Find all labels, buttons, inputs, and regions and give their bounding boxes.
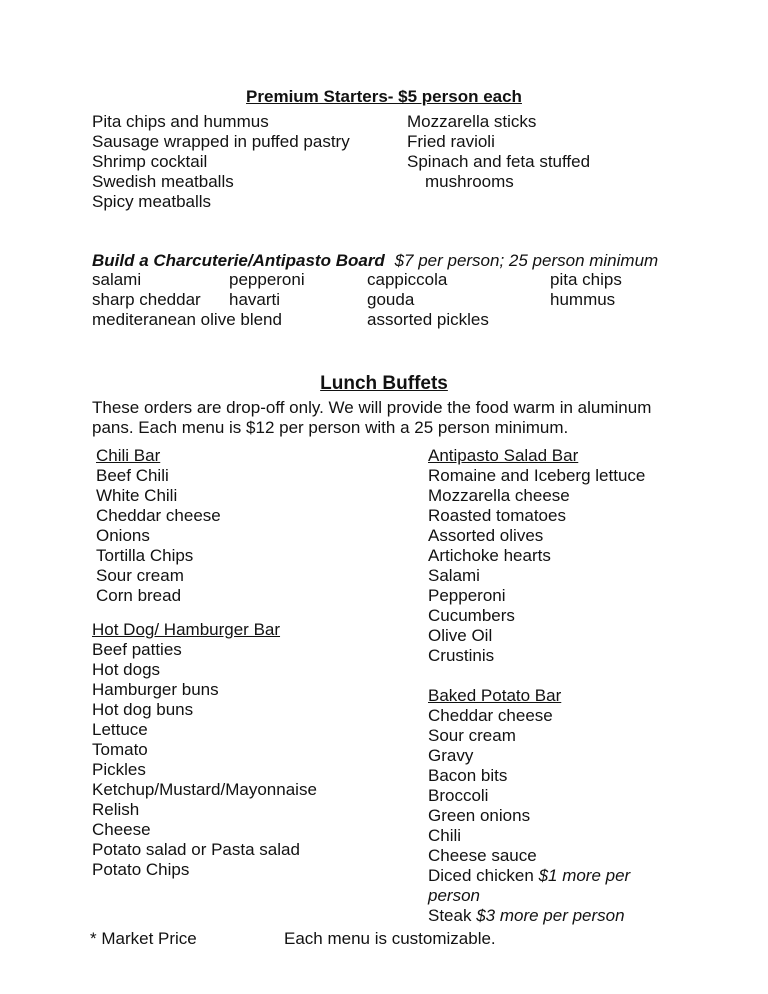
menu-item: Sausage wrapped in puffed pastry bbox=[92, 132, 350, 151]
baked-potato-bar-section bbox=[428, 686, 713, 926]
hot-dog-hamburger-bar-item: Pickles bbox=[92, 760, 146, 779]
charcuterie-option: assorted pickles bbox=[367, 310, 489, 329]
antipasto-salad-bar-item: Roasted tomatoes bbox=[428, 506, 566, 525]
hot-dog-hamburger-bar-item: Lettuce bbox=[92, 720, 148, 739]
chili-bar-item: Beef Chili bbox=[96, 466, 169, 485]
baked-potato-bar-item bbox=[428, 866, 713, 886]
charcuterie-option bbox=[550, 310, 680, 330]
menu-item-text: mediteranean olive blend bbox=[92, 310, 282, 329]
antipasto-salad-bar-item: Mozzarella cheese bbox=[428, 486, 570, 505]
premium-starters-left-column bbox=[92, 112, 404, 212]
baked-potato-bar-item bbox=[428, 906, 713, 926]
chili-bar-heading: Chili Bar bbox=[96, 446, 161, 465]
menu-item: Spinach and feta stuffed bbox=[407, 152, 591, 171]
customizable-note: Each menu is customizable. bbox=[284, 929, 496, 948]
charcuterie-option: sharp cheddar bbox=[92, 290, 201, 309]
antipasto-salad-bar-item: Artichoke hearts bbox=[428, 546, 551, 565]
lunch-buffets-title: Lunch Buffets bbox=[320, 373, 448, 394]
menu-item: Pita chips and hummus bbox=[92, 112, 269, 131]
menu-item-price-note: $1 more per bbox=[538, 866, 631, 885]
menu-item-text: Steak bbox=[428, 906, 477, 925]
chili-bar-item: White Chili bbox=[96, 486, 178, 505]
menu-item: Mozzarella sticks bbox=[407, 112, 537, 131]
chili-bar-item: Sour cream bbox=[96, 566, 184, 585]
baked-potato-bar-item: Cheese sauce bbox=[428, 846, 537, 865]
menu-item: pans. Each menu is $12 per person with a 25 person minimum. bbox=[92, 418, 569, 437]
menu-item-price-note: person bbox=[428, 886, 480, 905]
hot-dog-hamburger-bar-section bbox=[92, 620, 422, 880]
hot-dog-hamburger-bar-item: Hamburger buns bbox=[92, 680, 219, 699]
hot-dog-hamburger-bar-item: Hot dogs bbox=[92, 660, 161, 679]
charcuterie-board-title bbox=[92, 251, 752, 271]
charcuterie-option: hummus bbox=[550, 290, 616, 309]
baked-potato-bar-item: Chili bbox=[428, 826, 462, 845]
hot-dog-hamburger-bar-item: Cheese bbox=[92, 820, 151, 839]
menu-item: Shrimp cocktail bbox=[92, 152, 208, 171]
lunch-buffets-right-column bbox=[428, 446, 713, 926]
hot-dog-hamburger-bar-item: Tomato bbox=[92, 740, 148, 759]
antipasto-salad-bar-item: Crustinis bbox=[428, 646, 495, 665]
market-price-note: * Market Price bbox=[90, 929, 197, 948]
menu-item: Fried ravioli bbox=[407, 132, 495, 151]
charcuterie-option: pepperoni bbox=[229, 270, 305, 289]
menu-item: Spicy meatballs bbox=[92, 192, 212, 211]
antipasto-salad-bar-item: Cucumbers bbox=[428, 606, 515, 625]
menu-item-text: Diced chicken bbox=[428, 866, 539, 885]
chili-bar-item: Tortilla Chips bbox=[96, 546, 194, 565]
menu-item-price-note: $3 more per person bbox=[476, 906, 625, 925]
antipasto-salad-bar-item: Salami bbox=[428, 566, 480, 585]
charcuterie-options-grid bbox=[92, 270, 720, 330]
chili-bar-section bbox=[92, 446, 422, 606]
antipasto-salad-bar-item: Romaine and Iceberg lettuce bbox=[428, 466, 646, 485]
antipasto-salad-bar-item: Assorted olives bbox=[428, 526, 544, 545]
antipasto-salad-bar-section bbox=[428, 446, 713, 666]
baked-potato-bar-heading: Baked Potato Bar bbox=[428, 686, 562, 705]
baked-potato-bar-item: Bacon bits bbox=[428, 766, 508, 785]
charcuterie-option: havarti bbox=[229, 290, 281, 309]
charcuterie-option: gouda bbox=[367, 290, 415, 309]
hot-dog-hamburger-bar-item: Potato Chips bbox=[92, 860, 190, 879]
premium-starters-right-column bbox=[407, 112, 697, 192]
antipasto-salad-bar-item: Olive Oil bbox=[428, 626, 493, 645]
baked-potato-bar-item: Gravy bbox=[428, 746, 474, 765]
hot-dog-hamburger-bar-item: Beef patties bbox=[92, 640, 182, 659]
baked-potato-bar-item: Cheddar cheese bbox=[428, 706, 553, 725]
antipasto-salad-bar-item: Pepperoni bbox=[428, 586, 506, 605]
baked-potato-bar-item bbox=[428, 886, 713, 906]
menu-item: These orders are drop-off only. We will provide the food warm in aluminum bbox=[92, 398, 652, 417]
charcuterie-option: salami bbox=[92, 270, 142, 289]
chili-bar-item: Onions bbox=[96, 526, 150, 545]
lunch-buffets-intro bbox=[92, 398, 712, 438]
chili-bar-item: Cheddar cheese bbox=[96, 506, 221, 525]
charcuterie-title-price: $7 per person; 25 person minimum bbox=[394, 251, 659, 270]
hot-dog-hamburger-bar-item: Ketchup/Mustard/Mayonnaise bbox=[92, 780, 317, 799]
charcuterie-option bbox=[92, 310, 367, 330]
hot-dog-hamburger-bar-item: Relish bbox=[92, 800, 140, 819]
baked-potato-bar-item: Green onions bbox=[428, 806, 531, 825]
antipasto-salad-bar-heading: Antipasto Salad Bar bbox=[428, 446, 579, 465]
menu-item: Swedish meatballs bbox=[92, 172, 234, 191]
chili-bar-item: Corn bread bbox=[96, 586, 182, 605]
charcuterie-option: pita chips bbox=[550, 270, 622, 289]
menu-item-text: mushrooms bbox=[425, 172, 514, 191]
hot-dog-hamburger-bar-item: Potato salad or Pasta salad bbox=[92, 840, 300, 859]
baked-potato-bar-item: Broccoli bbox=[428, 786, 489, 805]
charcuterie-option: cappiccola bbox=[367, 270, 448, 289]
menu-item bbox=[407, 172, 697, 192]
lunch-buffets-left-column bbox=[92, 446, 422, 880]
hot-dog-hamburger-bar-heading: Hot Dog/ Hamburger Bar bbox=[92, 620, 281, 639]
charcuterie-title-name: Build a Charcuterie/Antipasto Board bbox=[92, 251, 385, 270]
baked-potato-bar-item: Sour cream bbox=[428, 726, 516, 745]
premium-starters-title: Premium Starters- $5 person each bbox=[246, 87, 522, 106]
hot-dog-hamburger-bar-item: Hot dog buns bbox=[92, 700, 194, 719]
